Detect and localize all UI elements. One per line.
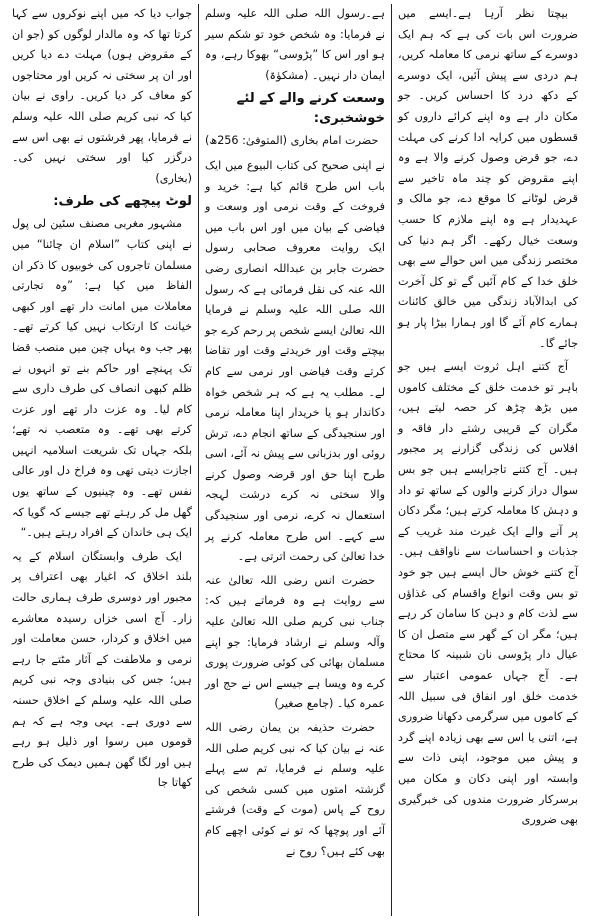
paragraph: حضرت انس رضی اللہ تعالیٰ عنہ سے روایت ہے وہ فرماتے ہیں کہ: جناب نبی کریم صلی اللہ تعالیٰ علیہ وآلہ وسلم نے ارشاد فرمایا: جو اپنے مسلمان بھائی کی کوئی ضرورت پوری کرے وہ ویسا ہے جیسے اس نے حج اور عمرہ کیا۔ (جامع صغیر) xyxy=(205,573,385,711)
column-right xyxy=(392,4,584,916)
column-left xyxy=(6,4,198,916)
reference-line: حضرت امام بخاری (المتوفیٰ: 256ھ) xyxy=(205,134,379,148)
paragraph: آج کتنے اہل ثروت ایسے ہیں جو باہر تو خدمت خلق کے مختلف کاموں میں بڑھ چڑھ کر حصہ لیتے ہیں، مگران کے قریبی رشتے دار فاقہ و افلاس کی زندگی گزارنے پر مجبور ہیں۔ آج کتنے تاجرایسے ہیں جو بس سوال دراز کرنے والوں کے ساتھ تو داد و دہش کا معاملہ کرتے ہیں؛ مگر دکان پر آنے والے ایک غیرت مند غریب کے جذبات و احساسات سے ناواقف ہیں۔ آج کتنے خوش حال ایسے ہیں جو خود تو بس وقت انواع واقسام کی غذاؤں سے لذت کام و دہن کا سامان کر رہے ہیں؛ مگر ان کے گھر سے متصل ان کا عیال دار پڑوسی نان شبینہ کا محتاج ہے۔ آج جہاں عمومی اعتبار سے خدمت خلق اور انفاق فی سبیل اللہ کے کاموں میں سرگرمی دکھانا ضروری ہے، اتنی یا اس سے بھی زیادہ اپنے گرد و پیش میں موجود، اپنی ذات سے وابستہ اور اپنی دکان و مکان میں برسرکار ضرورت مندوں کی خبرگیری بھی ضروری xyxy=(398,360,578,827)
paragraph: مشہور مغربی مصنف سٹین لی پول نے اپنی کتاب ”اسلام ان چائنا“ میں مسلمان تاجروں کی خوبیوں کا ذکر ان الفاظ میں کیا ہے: ”وہ تجارتی معاملات میں امانت دار تھے اور کبھی خیانت کا ارتکاب نہیں کیا کرتے تھے۔ پھر جب وہ یہاں چین میں منصب قضا تک پہنچے اور حاکم بنے تو انہوں نے ظلم کبھی انصاف کی طرف داری سے کام لیا۔ وہ عزت دار تھے اور عزت کرتے بھی تھے۔ وہ متعصب نہ تھے؛ بلکہ جہاں تک شریعت اسلامیہ انہیں اجازت دیتی تھی وہ فراخ دل اور عالی نفس تھے۔ وہ چینیوں کے ساتھ یوں گھل مل کر رہتے تھے جیسے کہ گویا کہ ایک ہی خاندان کے افراد رہتے ہیں۔“ xyxy=(12,217,192,540)
newspaper-page xyxy=(6,4,584,916)
paragraph: جواب دیا کہ میں اپنے نوکروں سے کہا کرتا تھا کہ وہ مالدار لوگوں کو (جو ان کے مقروض ہوں) مہلت دے دیا کریں اور ان پر سختی نہ کریں اور محتاجوں کو معاف کر دیا کریں۔ راوی نے بیان کیا کہ نبی کریم صلی اللہ علیہ وسلم نے فرمایا، پھر فرشتوں نے بھی اس سے درگزر کیا اور سختی نہیں کی۔ (بخاری) xyxy=(12,7,192,185)
paragraph: ہے۔رسول اللہ صلی اللہ علیہ وسلم نے فرمایا: وہ شخص خود تو شکم سیر ہو اور اس کا ”پڑوسی“ بھوکا رہے، وہ ایمان دار نہیں۔ (مشکوٰۃ) xyxy=(205,7,385,82)
column-divider xyxy=(391,4,392,916)
section-heading: لوٹ پیچھے کی طرف: xyxy=(53,194,192,210)
paragraph: حضرت حذیفہ بن یمان رضی اللہ عنہ نے بیان کیا کہ نبی کریم صلی اللہ علیہ وسلم نے فرمایا، تم سے پہلے گزشتہ امتوں میں کسی شخص کی روح کے پاس (موت کے وقت) فرشتے آئے اور پوچھا کہ تو نے کوئی اچھے کام بھی کئے ہیں؟ روح نے xyxy=(205,721,385,858)
section-heading: وسعت کرنے والے کے لئے خوشخبری: xyxy=(236,91,385,127)
column-divider xyxy=(198,4,199,916)
column-middle xyxy=(199,4,391,916)
paragraph: نے اپنی صحیح کی کتاب البیوع میں ایک باب اس طرح قائم کیا ہے: خرید و فروخت کے وقت نرمی اور وسعت و فیاضی کے بیان میں اور اس باب میں ایک روایت معروف صحابی رسول حضرت جابر بن عبداللہ انصاری رضی اللہ عنہ کی نقل فرمائی ہے کہ رسول اللہ صلی اللہ علیہ وسلم نے فرمایا اللہ تعالیٰ ایسے شخص پر رحم کرے جو بیچتے وقت اور خریدتے وقت اور تقاضا کرتے وقت فیاضی اور نرمی سے کام لے۔ مطلب یہ ہے کہ ہر شخص خواہ دکاندار ہو یا خریدار اپنا معاملہ نرمی اور سنجیدگی کے ساتھ انجام دے، ترش روئی اور بدزبانی سے پیش نہ آئے، اسی طرح اپنا حق اور قرضہ وصول کرنے والا سختی نہ کرے درشت لہجہ استعمال نہ کرے، نرمی اور سنجیدگی سے کہے۔ اس طرح معاملہ کرنے پر خدا تعالیٰ کی رحمت اترتی ہے۔ xyxy=(205,158,385,564)
paragraph: ایک طرف وابستگان اسلام کے یہ بلند اخلاق کہ اغیار بھی اعتراف پر مجبور اور دوسری طرف ہماری حالت زار۔ آج اسی خزاں رسیدہ معاشرے میں اخلاق و کردار، حسن معاملت اور نرمی و ملاطفت کے آثار مٹتے جا رہے ہیں؛ جس کی بنیادی وجہ نبی کریم صلی اللہ علیہ وسلم کے اخلاق حسنہ سے دوری ہے۔ یہی وجہ ہے کہ ہم قوموں میں رسوا اور ذلیل ہو رہے ہیں اور لگا گھن ہمیں دیمک کی طرح کھاتا جا xyxy=(12,549,192,790)
paragraph: بیچتا نظر آرہا ہے۔ایسے میں ضرورت اس بات کی ہے کہ ہم ایک دوسرے کے ساتھ نرمی کا معاملہ کریں، ہم دردی سے پیش آئیں، ایک دوسرے کے دکھ درد کا احساس کریں۔ جو مکان دار ہے وہ اپنے کرائے داروں کو قسطوں میں کرایہ ادا کرنے کی مہلت دے، جو قرض وصول کرنے والا ہے وہ اپنے مقروض کو چند ماہ تاخیر سے قرض لوٹانے کا موقع دے، جو مالک و عہدیدار ہے وہ اپنے ملازم کا حسب وسعت خیال رکھے۔ اگر ہم دنیا کی مختصر زندگی میں اس حوالے سے بھی خلق خدا کے کام آئیں گے تو کل آخرت کی ابدالآباد زندگی میں خالق کائنات ہمارے کام آئے گا اور ہمارا بیڑا پار ہو جائے گا۔ xyxy=(398,7,578,350)
